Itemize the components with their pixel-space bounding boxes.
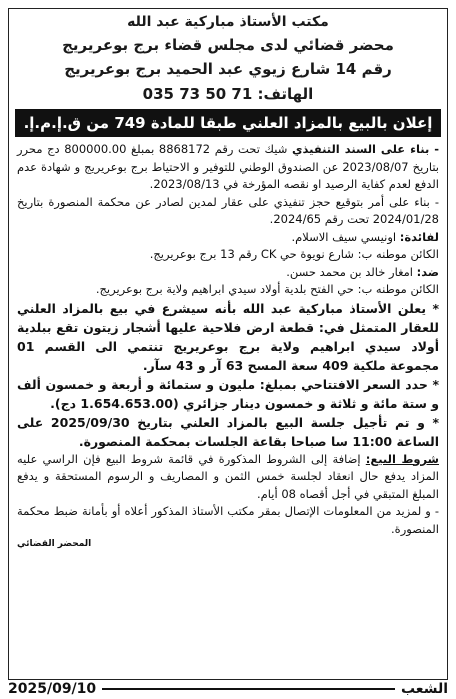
footer-rule	[102, 688, 395, 690]
paragraph-seizure-order: - بناء على أمر بتوقيع حجز تنفيذي على عقار لمدين لصادر عن محكمة المنصورة بتاريخ 2024/01/28 تحت رقم 2024/65.	[17, 194, 439, 226]
newspaper-name: الشعب	[400, 681, 448, 697]
office-phone: الهاتف: 71 50 73 035	[142, 85, 314, 103]
sale-conditions-label: شروط البيع:	[365, 451, 439, 466]
title-deed-label: - بناء على السند التنفيذي	[291, 142, 439, 156]
publication-date: 2025/09/10	[8, 681, 97, 697]
paragraph-title-deed	[17, 141, 439, 194]
beneficiary-name: اونيسي سيف الاسلام.	[291, 229, 400, 244]
paragraph-beneficiary-address: الكائن موطنه ب: شارع نويوة حي CK رقم 13 برج بوعريريج.	[149, 247, 439, 261]
paragraph-contact: - و لمزيد من المعلومات الإتصال بمقر مكتب الأستاذ المذكور أعلاه أو بأمانة ضبط محكمة المنصورة.	[17, 504, 439, 536]
newspaper-footer	[8, 680, 448, 698]
paragraph-beneficiary	[17, 229, 439, 247]
auction-notice	[8, 8, 448, 680]
paragraph-sale-conditions	[17, 451, 439, 504]
paragraph-opening-price: * حدد السعر الافتتاحي بمبلغ: مليون و ستمائة و أربعة و خمسون ألف و ستة مائة و ثلاثة و خمسون دينار جزائري (1.654.653.00 دج).	[17, 376, 439, 411]
notice-title: إعلان بالبيع بالمزاد العلني طبقا للمادة 749 من ق.إ.م.إ.	[15, 109, 441, 137]
title-deed-text: شيك تحت رقم 8868172 بمبلغ 800000.00 دج محرر بتاريخ 2023/08/07 عن الصندوق الوطني للتوفير و الاحتياط برج بوعريريج و شهادة عدم الدفع لعدم كفاية الرصيد او نقصه المؤرخة في 2023/08/13.	[17, 142, 439, 191]
debtor-name: امغار خالد بن محمد حسن.	[286, 264, 417, 279]
beneficiary-label: لفائدة:	[399, 229, 439, 244]
office-header	[17, 11, 439, 107]
paragraph-debtor	[17, 264, 439, 282]
signature: المحضر القضائي	[17, 539, 92, 549]
office-address: رقم 14 شارع زيوي عبد الحميد برج بوعريريج	[64, 60, 392, 78]
sale-conditions-text: إضافة إلى الشروط المذكورة في قائمة شروط البيع فإن الراسي عليه المزاد يدفع حال انعقاد لجلسة خمس الثمن و المصاريف و الرسوم المستحقة و يدفع المبلغ المتبقي في أجل أقصاه 08 أيام.	[17, 451, 439, 501]
office-name: مكتب الأستاذ مباركية عبد الله	[127, 14, 329, 30]
paragraph-property: * يعلن الأستاذ مباركية عبد الله بأنه سيشرع في بيع بالمزاد العلني للعقار المتمثل في: قطعة ارض فلاحية عليها أشجار زيتون تقع ببلدية أولاد سيدي ابراهيم ولاية برج بوعريريج تنتمي الى القسم 01 مجموعة ملكية 409 سعة المسح 63 آر و 43 سآر.	[17, 300, 439, 373]
office-court: محضر قضائي لدى مجلس قضاء برج بوعريريج	[62, 36, 394, 54]
paragraph-session-date: * و تم تأجيل جلسة البيع بالمزاد العلني بتاريخ 2025/09/30 على الساعة 11:00 سا صباحا بقاعة الجلسات بمحكمة المنصورة.	[17, 414, 440, 449]
paragraph-debtor-address: الكائن موطنه ب: حي الفتح بلدية أولاد سيدي ابراهيم ولاية برج بوعريريج.	[95, 282, 439, 296]
debtor-label: ضد:	[416, 264, 439, 279]
